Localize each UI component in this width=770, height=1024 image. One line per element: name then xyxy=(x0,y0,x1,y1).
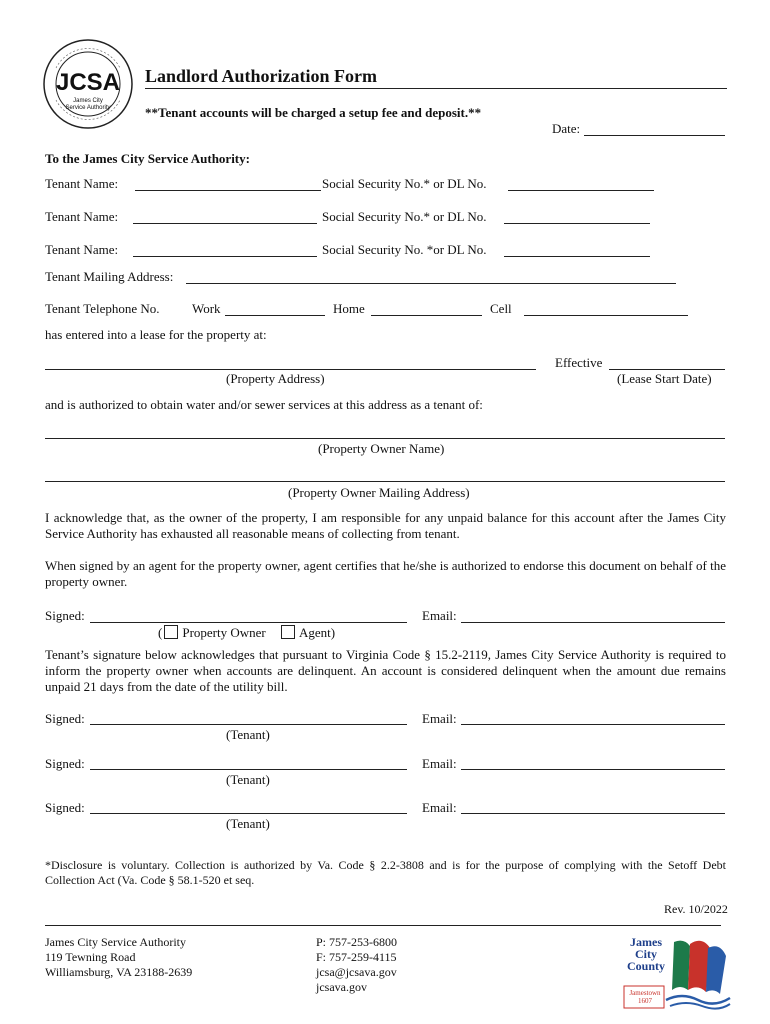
svg-text:JCSA: JCSA xyxy=(55,69,121,96)
tenant-email-label: Email: xyxy=(422,756,457,771)
tenant-caption: (Tenant) xyxy=(226,727,270,742)
tenant-signature-field[interactable] xyxy=(90,769,407,770)
county-name-line: James xyxy=(630,935,662,949)
work-phone-field[interactable] xyxy=(225,315,325,316)
tenant-name-label: Tenant Name: xyxy=(45,176,119,191)
footer-fax: F: 757-259-4115 xyxy=(316,950,397,964)
signer-role-options xyxy=(158,625,335,640)
jcsa-logo-icon xyxy=(42,38,134,130)
tenant-ssn-label: Social Security No.* or DL No. xyxy=(322,176,487,191)
county-name-line: County xyxy=(626,959,665,973)
footer-street: 119 Tewning Road xyxy=(45,950,136,964)
home-phone-label: Home xyxy=(333,301,365,316)
cell-phone-field[interactable] xyxy=(524,315,688,316)
county-logo-sub: Jamestown 1607 xyxy=(629,989,661,1005)
footer-contact xyxy=(316,935,397,995)
tenant-email-field[interactable] xyxy=(461,813,725,814)
footer-phone: P: 757-253-6800 xyxy=(316,935,397,949)
tenant-ssn-field[interactable] xyxy=(508,190,654,191)
fee-notice: **Tenant accounts will be charged a setup fee and deposit.** xyxy=(145,105,482,120)
footer-website[interactable]: jcsava.gov xyxy=(316,980,367,994)
agent-option-label: Agent) xyxy=(299,625,336,640)
telephone-label: Tenant Telephone No. xyxy=(45,301,160,316)
tenant-caption: (Tenant) xyxy=(226,772,270,787)
county-name-line: City xyxy=(635,947,657,961)
cell-phone-label: Cell xyxy=(490,301,512,316)
tenant-ssn-field[interactable] xyxy=(504,256,650,257)
tenant-email-field[interactable] xyxy=(461,769,725,770)
agent-paragraph: When signed by an agent for the property owner, agent certifies that he/she is authorized to endorse this document on behalf of the property owner. xyxy=(45,558,726,589)
footer-email[interactable]: jcsa@jcsava.gov xyxy=(316,965,397,979)
tenant-email-label: Email: xyxy=(422,800,457,815)
form-title: Landlord Authorization Form xyxy=(145,66,378,86)
footer-org-name: James City Service Authority xyxy=(45,935,186,949)
owner-email-label: Email: xyxy=(422,608,457,623)
date-label: Date: xyxy=(552,121,581,136)
owner-signature-field[interactable] xyxy=(90,622,407,623)
tenant-name-field[interactable] xyxy=(135,190,321,191)
tenant-ssn-field[interactable] xyxy=(504,223,650,224)
tenant-name-field[interactable] xyxy=(133,223,317,224)
tenant-ssn-label: Social Security No.* or DL No. xyxy=(322,209,487,224)
authorized-text: and is authorized to obtain water and/or sewer services at this address as a tenant of: xyxy=(45,397,483,412)
jcsa-logo xyxy=(42,38,134,130)
tenant-signed-label: Signed: xyxy=(45,756,85,771)
tenant-email-field[interactable] xyxy=(461,724,725,725)
footer-address xyxy=(45,935,192,980)
lease-start-field[interactable] xyxy=(609,369,725,370)
footer-rule xyxy=(45,925,721,926)
tenant-email-label: Email: xyxy=(422,711,457,726)
revision-label: Rev. 10/2022 xyxy=(664,902,728,916)
tenant-name-label: Tenant Name: xyxy=(45,242,119,257)
work-phone-label: Work xyxy=(192,301,221,316)
tenant-signed-label: Signed: xyxy=(45,800,85,815)
mailing-address-field[interactable] xyxy=(186,283,676,284)
footer-city: Williamsburg, VA 23188-2639 xyxy=(45,965,193,979)
lease-text: has entered into a lease for the property at: xyxy=(45,327,267,342)
mailing-address-label: Tenant Mailing Address: xyxy=(45,269,174,284)
county-name xyxy=(626,936,666,972)
salutation: To the James City Service Authority: xyxy=(45,151,250,166)
open-paren: ( xyxy=(158,625,163,640)
acknowledge-paragraph: I acknowledge that, as the owner of the property, I am responsible for any unpaid balance for this account after the James City Service Authority has exhausted all reasonable means of collecting from tenant. xyxy=(45,510,726,541)
owner-name-field[interactable] xyxy=(45,438,725,439)
tenant-caption: (Tenant) xyxy=(226,816,270,831)
lease-start-caption: (Lease Start Date) xyxy=(617,371,712,386)
property-address-caption: (Property Address) xyxy=(226,371,325,386)
tenant-ssn-label: Social Security No. *or DL No. xyxy=(322,242,487,257)
tenant-signature-field[interactable] xyxy=(90,724,407,725)
owner-signed-label: Signed: xyxy=(45,608,85,623)
county-logo xyxy=(622,930,732,1016)
owner-email-field[interactable] xyxy=(461,622,725,623)
tenant-acknowledgement-paragraph: Tenant’s signature below acknowledges that pursuant to Virginia Code § 15.2-2119, James City Service Authority is required to inform the property owner when accounts are delinquent. An account is considered delinquent when the amount due remains unpaid 21 days from the date of the utility bill. xyxy=(45,647,726,694)
title-rule xyxy=(145,88,727,89)
svg-text:James City: James City xyxy=(73,98,103,104)
property-owner-checkbox[interactable] xyxy=(164,625,178,639)
property-address-field[interactable] xyxy=(45,369,536,370)
agent-checkbox[interactable] xyxy=(281,625,295,639)
tenant-name-label: Tenant Name: xyxy=(45,209,119,224)
tenant-signature-field[interactable] xyxy=(90,813,407,814)
owner-address-caption: (Property Owner Mailing Address) xyxy=(288,485,470,500)
home-phone-field[interactable] xyxy=(371,315,482,316)
tenant-name-field[interactable] xyxy=(133,256,317,257)
date-field[interactable] xyxy=(584,135,725,136)
effective-label: Effective xyxy=(555,355,603,370)
owner-address-field[interactable] xyxy=(45,481,725,482)
svg-text:Service Authority: Service Authority xyxy=(65,105,111,111)
property-owner-option-label: Property Owner xyxy=(182,625,266,640)
owner-name-caption: (Property Owner Name) xyxy=(318,441,445,456)
tenant-signed-label: Signed: xyxy=(45,711,85,726)
disclosure-text: *Disclosure is voluntary. Collection is authorized by Va. Code § 2.2-3808 and is for the purpose of complying with the Setoff Debt Collection Act (Va. Code § 58.1-520 et seq. xyxy=(45,858,726,887)
